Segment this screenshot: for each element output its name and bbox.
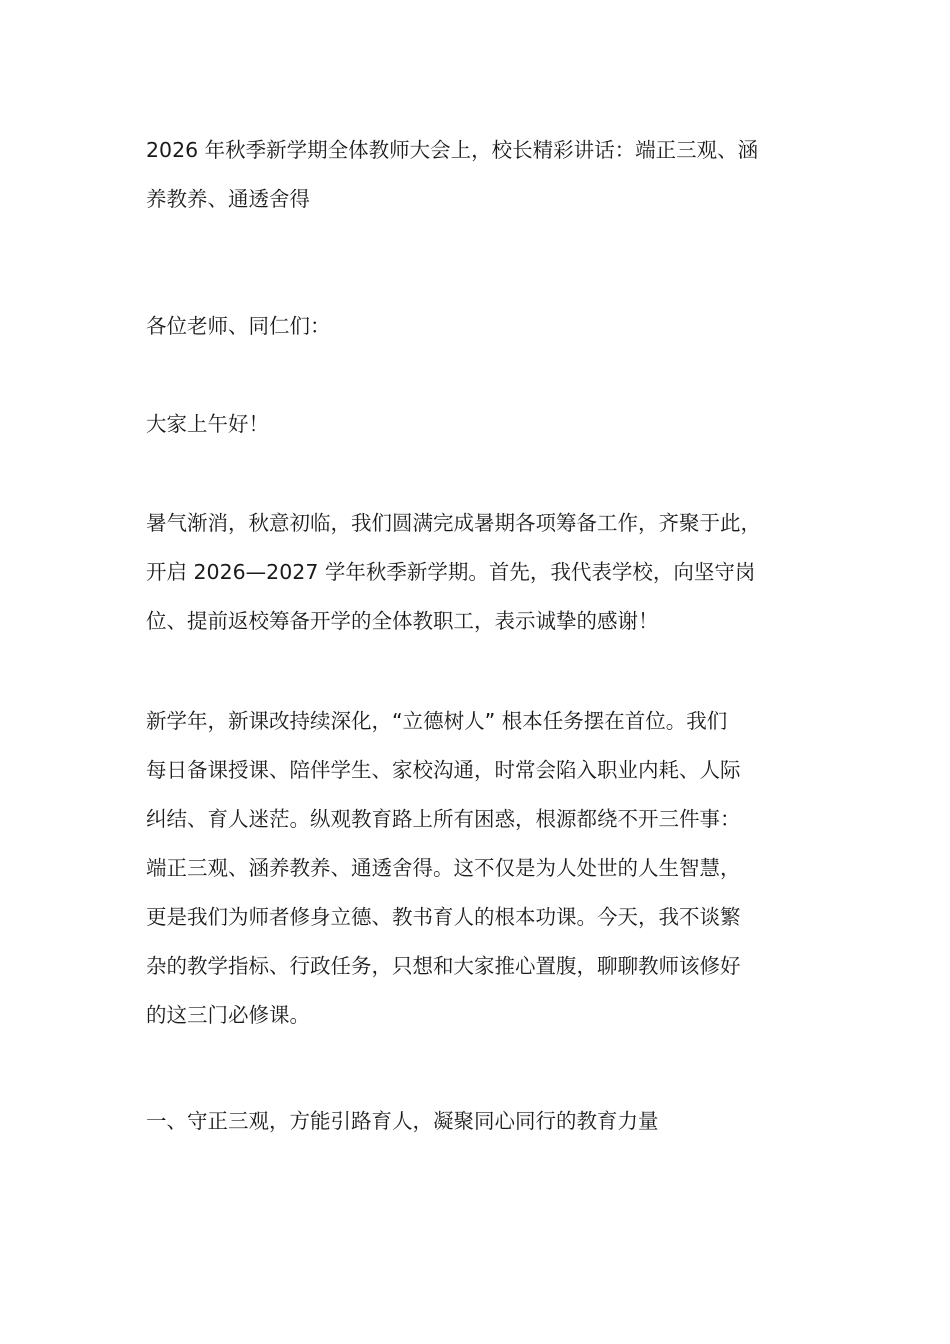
paragraph-line: 新学年，新课改持续深化，“立德树人” 根本任务摆在首位。我们 bbox=[146, 709, 728, 733]
paragraph-line: 纠结、育人迷茫。纵观教育路上所有困惑，根源都绕不开三件事： bbox=[146, 807, 741, 831]
salutation bbox=[146, 302, 836, 351]
title-line: 2026 年秋季新学期全体教师大会上，校长精彩讲话：端正三观、涵 bbox=[146, 138, 759, 162]
paragraph-2 bbox=[146, 697, 836, 1040]
paragraph-line: 位、提前返校筹备开学的全体教职工，表示诚挚的感谢！ bbox=[146, 609, 659, 633]
paragraph-line: 更是我们为师者修身立德、教书育人的根本功课。今天，我不谈繁 bbox=[146, 905, 741, 929]
section-heading-1 bbox=[146, 1097, 836, 1146]
paragraph-line: 开启 2026—2027 学年秋季新学期。首先，我代表学校，向坚守岗 bbox=[146, 560, 756, 584]
greeting-text: 大家上午好！ bbox=[146, 412, 269, 436]
document-title bbox=[146, 126, 836, 224]
salutation-text: 各位老师、同仁们： bbox=[146, 314, 331, 338]
paragraph-line: 的这三门必修课。 bbox=[146, 1003, 310, 1027]
paragraph-line: 杂的教学指标、行政任务，只想和大家推心置腹，聊聊教师该修好 bbox=[146, 954, 741, 978]
greeting bbox=[146, 400, 836, 449]
paragraph-line: 每日备课授课、陪伴学生、家校沟通，时常会陷入职业内耗、人际 bbox=[146, 758, 741, 782]
paragraph-1 bbox=[146, 499, 836, 646]
paragraph-line: 暑气渐消，秋意初临，我们圆满完成暑期各项筹备工作，齐聚于此， bbox=[146, 511, 761, 535]
paragraph-line: 端正三观、涵养教养、通透舍得。这不仅是为人处世的人生智慧， bbox=[146, 856, 741, 880]
section-heading-text: 一、守正三观，方能引路育人，凝聚同心同行的教育力量 bbox=[146, 1109, 659, 1133]
title-line: 养教养、通透舍得 bbox=[146, 187, 310, 211]
